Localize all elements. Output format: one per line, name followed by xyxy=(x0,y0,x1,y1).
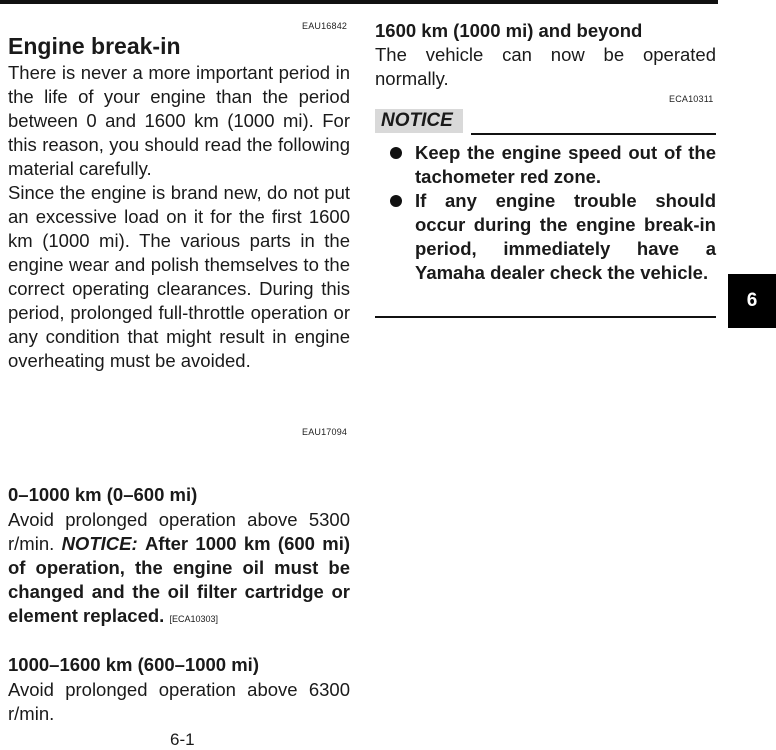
notice-list-item xyxy=(389,189,716,285)
section-text-0-1000 xyxy=(8,508,350,631)
notice-rule-bottom xyxy=(375,316,716,318)
section-text-1600-beyond: The vehicle can now be operated normally. xyxy=(375,44,716,89)
section-text: Avoid prolonged operation above 5300 r/min. xyxy=(8,509,350,554)
page-title: Engine break-in xyxy=(8,33,181,59)
notice-item-text: If any engine trouble should occur during the engine break-in period, immediately have a Yamaha dealer check the vehicle. xyxy=(415,190,716,283)
chapter-tab: 6 xyxy=(728,274,776,328)
section-heading-1000-1600: 1000–1600 km (600–1000 mi) xyxy=(8,654,259,675)
inline-notice-label: NOTICE: xyxy=(61,533,138,554)
notice-list-item xyxy=(389,141,716,189)
section-heading-1600-beyond: 1600 km (1000 mi) and beyond xyxy=(375,20,643,41)
notice-box xyxy=(375,109,463,133)
intro-paragraph: There is never a more important period in the life of your engine than the period between 0 and 1600 km (1000 mi). For this reason, you should read the following material carefully. xyxy=(8,62,350,179)
inline-notice-text: After 1000 km (600 mi) of operation, the engine oil must be changed and the oil filter cartridge or element replaced. xyxy=(8,533,351,626)
doc-code: ECA10311 xyxy=(669,94,714,104)
notice-item-text: Keep the engine speed out of the tachometer red zone. xyxy=(415,142,716,187)
header-rule xyxy=(0,0,718,4)
notice-label: NOTICE xyxy=(375,109,463,133)
bullet-icon xyxy=(390,195,402,207)
page-number: 6-1 xyxy=(170,730,195,749)
inline-notice-code: [ECA10303] xyxy=(169,614,218,624)
notice-list xyxy=(389,141,716,285)
section-heading-0-1000: 0–1000 km (0–600 mi) xyxy=(8,484,198,505)
bullet-icon xyxy=(390,147,402,159)
doc-code: EAU16842 xyxy=(302,21,348,31)
break-in-paragraph: Since the engine is brand new, do not put an excessive load on it for the first 1600 km (1000 mi). The various parts in the engine wear and polish themselves to the correct operating clearances. During this period, prolonged full-throttle operation or any condition that might result in engine overheating must be avoided. xyxy=(8,182,350,371)
doc-code: EAU17094 xyxy=(302,427,348,437)
notice-rule-top xyxy=(471,133,716,135)
section-text-1000-1600: Avoid prolonged operation above 6300 r/min. xyxy=(8,679,350,724)
